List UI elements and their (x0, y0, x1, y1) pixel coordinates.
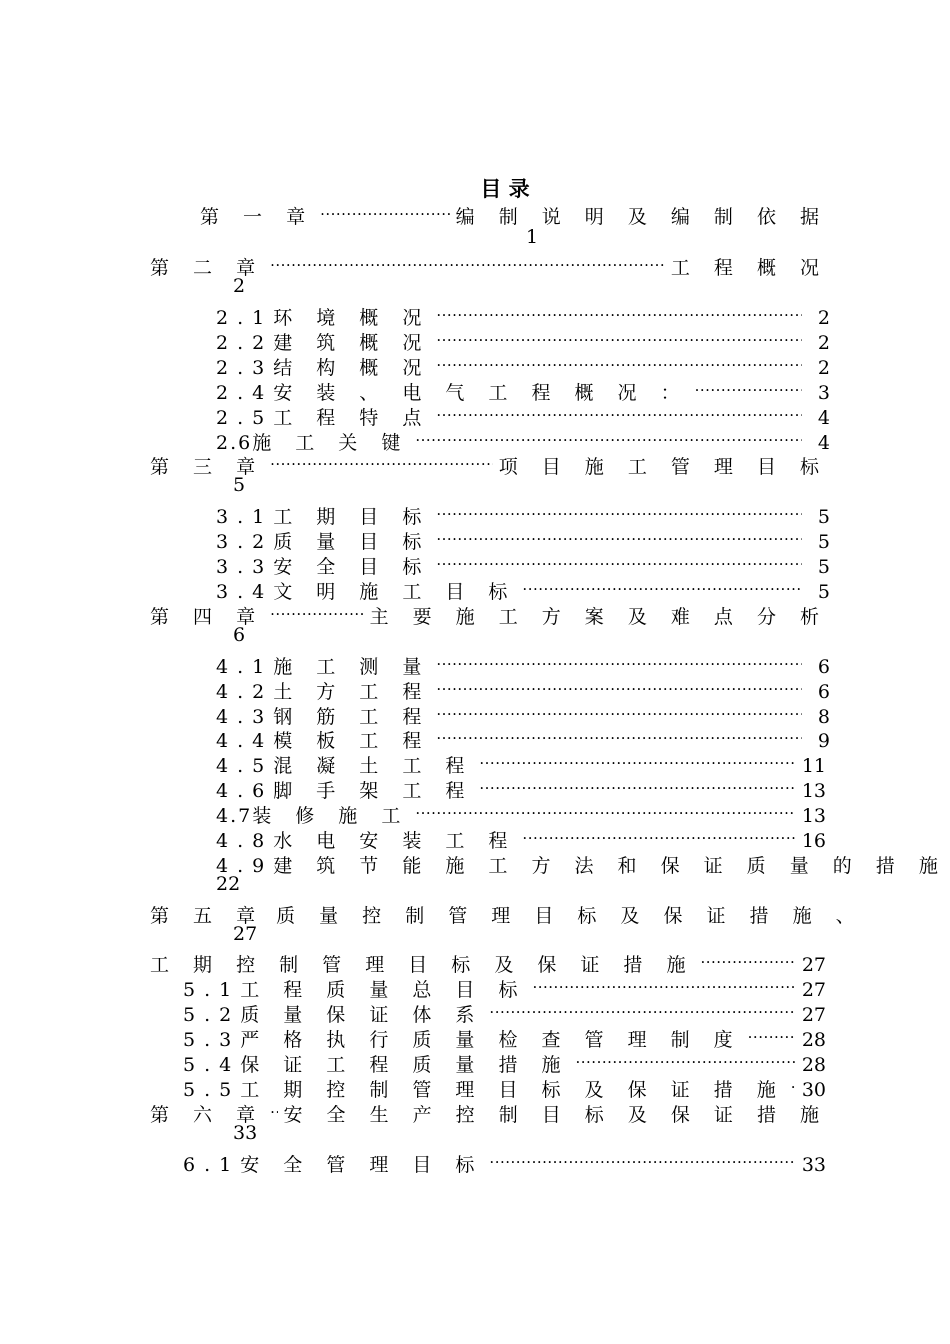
entry-number: 5.2 (183, 1004, 241, 1026)
dot-leader (270, 1096, 277, 1121)
entry-number: 5.3 (183, 1029, 241, 1051)
toc-entry-2-6[interactable] (216, 424, 830, 454)
toc-entry-4-4[interactable] (216, 722, 830, 752)
toc-entry-4-3[interactable] (216, 698, 830, 728)
entry-number: 3.4 (216, 581, 274, 603)
toc-entry-4-5[interactable] (216, 747, 826, 777)
toc-entry-2-4[interactable] (216, 374, 830, 404)
entry-page: 4 (817, 432, 830, 454)
dot-leader (270, 448, 493, 473)
entry-number: 4.8 (216, 830, 274, 852)
dot-leader (479, 747, 795, 772)
dot-leader (532, 971, 795, 996)
dot-leader (489, 1146, 795, 1171)
entry-number: 2.5 (216, 407, 274, 429)
toc-entry-3-4[interactable] (216, 573, 830, 603)
entry-page: 16 (801, 830, 826, 852)
dot-leader (320, 198, 450, 223)
entry-page: 33 (801, 1154, 826, 1176)
entry-title: 建 筑 节 能 施 工 方 法 和 保 证 质 量 的 措 施 (273, 855, 947, 877)
entry-number: 第 三 章 (150, 456, 265, 478)
entry-title: 严 格 执 行 质 量 检 查 管 理 制 度 (240, 1029, 742, 1051)
entry-title: 环 境 概 况 (273, 307, 431, 329)
toc-entry-chapter-3[interactable] (150, 448, 828, 478)
toc-entry-5-5[interactable] (183, 1071, 826, 1101)
entry-title: 建 筑 概 况 (273, 332, 431, 354)
dot-leader (436, 698, 802, 723)
dot-leader (415, 797, 795, 822)
entry-page: 28 (801, 1029, 826, 1051)
entry-page: 9 (817, 730, 830, 752)
entry-page: 27 (801, 954, 826, 976)
entry-number: 5.5 (183, 1079, 241, 1101)
toc-entry-chapter-5-cont[interactable] (150, 946, 826, 976)
entry-title: 土 方 工 程 (273, 681, 431, 703)
entry-page: 8 (817, 706, 830, 728)
entry-title: 保 证 工 程 质 量 措 施 (240, 1054, 570, 1076)
toc-entry-3-3[interactable] (216, 548, 830, 578)
entry-title: 项 目 施 工 管 理 目 标 (498, 456, 828, 478)
dot-leader (436, 673, 802, 698)
entry-number: 4.1 (216, 656, 274, 678)
dot-leader (522, 822, 795, 847)
entry-number: 第 五 章 (150, 905, 265, 927)
dot-leader (695, 374, 802, 399)
toc-entry-chapter-1[interactable] (200, 198, 828, 228)
entry-page: 27 (801, 1004, 826, 1026)
entry-title: 质 量 控 制 管 理 目 标 及 保 证 措 施 、 (276, 905, 864, 927)
entry-title: 混 凝 土 工 程 (273, 755, 474, 777)
entry-number: 2.2 (216, 332, 274, 354)
entry-page: 2 (817, 357, 830, 379)
toc-entry-4-8[interactable] (216, 822, 826, 852)
entry-title: 主 要 施 工 方 案 及 难 点 分 析 (369, 606, 828, 628)
entry-page: 5 (817, 506, 830, 528)
toc-entry-4-1[interactable] (216, 648, 830, 678)
toc-entry-4-2[interactable] (216, 673, 830, 703)
entry-number: 4.2 (216, 681, 274, 703)
toc-entry-2-2[interactable] (216, 324, 830, 354)
entry-page: 28 (801, 1054, 826, 1076)
entry-page: 6 (233, 624, 246, 646)
dot-leader (415, 424, 802, 449)
entry-page: 5 (817, 531, 830, 553)
entry-title: 工 程 概 况 (670, 257, 828, 279)
toc-entry-4-6[interactable] (216, 772, 826, 802)
entry-page: 4 (817, 407, 830, 429)
entry-title: 安 全 目 标 (273, 556, 431, 578)
entry-page: 2 (233, 275, 246, 297)
dot-leader (270, 249, 665, 274)
dot-leader (436, 299, 802, 324)
entry-page: 2 (817, 332, 830, 354)
entry-title: 脚 手 架 工 程 (273, 780, 474, 802)
entry-page: 13 (801, 805, 826, 827)
entry-page: 27 (801, 979, 826, 1001)
dot-leader (479, 772, 795, 797)
entry-title: 装 修 施 工 (252, 805, 410, 827)
entry-title: 工 期 目 标 (273, 506, 431, 528)
entry-page: 11 (801, 755, 826, 777)
entry-number: 4.5 (216, 755, 274, 777)
dot-leader (522, 573, 802, 598)
toc-entry-4-7[interactable] (216, 797, 826, 827)
entry-page: 1 (526, 226, 539, 248)
dot-leader (436, 498, 802, 523)
entry-number: 2.1 (216, 307, 274, 329)
entry-number: 6.1 (183, 1154, 241, 1176)
entry-page: 2 (817, 307, 830, 329)
dot-leader (436, 523, 802, 548)
entry-title: 质 量 保 证 体 系 (240, 1004, 484, 1026)
toc-entry-chapter-5[interactable] (150, 897, 864, 927)
toc-entry-chapter-4[interactable] (150, 598, 828, 628)
toc-entry-2-5[interactable] (216, 399, 830, 429)
dot-leader (436, 722, 802, 747)
entry-title: 安 全 生 产 控 制 目 标 及 保 证 措 施 (283, 1104, 828, 1126)
entry-page: 5 (233, 474, 246, 496)
toc-entry-2-3[interactable] (216, 349, 830, 379)
entry-title: 施 工 测 量 (273, 656, 431, 678)
toc-heading: 目 录 (480, 176, 530, 201)
entry-title: 工 程 质 量 总 目 标 (240, 979, 527, 1001)
entry-number: 第 四 章 (150, 606, 265, 628)
entry-title: 编 制 说 明 及 编 制 依 据 (455, 206, 828, 228)
entry-number: 4.9 (216, 855, 274, 877)
dot-leader (436, 324, 802, 349)
entry-title: 文 明 施 工 目 标 (273, 581, 517, 603)
toc-entry-chapter-2[interactable] (150, 249, 828, 279)
entry-page: 6 (817, 681, 830, 703)
toc-entry-5-3[interactable] (183, 1021, 826, 1051)
entry-page: 27 (233, 923, 258, 945)
dot-leader (700, 946, 795, 971)
entry-page: 22 (216, 873, 241, 895)
entry-number: 4.6 (216, 780, 274, 802)
entry-title: 水 电 安 装 工 程 (273, 830, 517, 852)
entry-number: 2.4 (216, 382, 274, 404)
dot-leader (489, 996, 795, 1021)
entry-title: 工 程 特 点 (273, 407, 431, 429)
entry-page: 33 (233, 1122, 258, 1144)
toc-entry-3-1[interactable] (216, 498, 830, 528)
entry-number: 4.7 (216, 805, 253, 827)
entry-title: 模 板 工 程 (273, 730, 431, 752)
toc-entry-chapter-6[interactable] (150, 1096, 828, 1126)
entry-number: 4.4 (216, 730, 274, 752)
toc-entry-5-2[interactable] (183, 996, 826, 1026)
toc-entry-2-1[interactable] (216, 299, 830, 329)
entry-number: 5.4 (183, 1054, 241, 1076)
entry-number: 3.2 (216, 531, 274, 553)
dot-leader (576, 1046, 796, 1071)
entry-title: 安 全 管 理 目 标 (240, 1154, 484, 1176)
dot-leader (270, 598, 364, 623)
dot-leader (436, 399, 802, 424)
dot-leader (748, 1021, 796, 1046)
dot-leader (791, 1071, 796, 1096)
toc-entry-6-1[interactable] (183, 1146, 826, 1176)
toc-entry-3-2[interactable] (216, 523, 830, 553)
entry-number: 第 二 章 (150, 257, 265, 279)
entry-page: 5 (817, 581, 830, 603)
entry-title: 工 期 控 制 管 理 目 标 及 保 证 措 施 (240, 1079, 785, 1101)
dot-leader (436, 349, 802, 374)
entry-number: 3.1 (216, 506, 274, 528)
entry-title: 安 装 、 电 气 工 程 概 况 ： (273, 382, 689, 404)
toc-entry-5-4[interactable] (183, 1046, 826, 1076)
dot-leader (436, 648, 802, 673)
dot-leader (436, 548, 802, 573)
entry-title: 结 构 概 况 (273, 357, 431, 379)
entry-number: 第 一 章 (200, 206, 315, 228)
entry-title: 质 量 目 标 (273, 531, 431, 553)
entry-page: 13 (801, 780, 826, 802)
entry-title: 施 工 关 键 (252, 432, 410, 454)
entry-number: 2.6 (216, 432, 253, 454)
toc-entry-5-1[interactable] (183, 971, 826, 1001)
entry-number: 3.3 (216, 556, 274, 578)
entry-page: 3 (817, 382, 830, 404)
entry-page: 5 (817, 556, 830, 578)
entry-number: 第 六 章 (150, 1104, 265, 1126)
entry-title: 工 期 控 制 管 理 目 标 及 保 证 措 施 (150, 954, 695, 976)
entry-title: 钢 筋 工 程 (273, 706, 431, 728)
entry-number: 2.3 (216, 357, 274, 379)
entry-page: 30 (801, 1079, 826, 1101)
entry-page: 6 (817, 656, 830, 678)
entry-number: 4.3 (216, 706, 274, 728)
entry-number: 5.1 (183, 979, 241, 1001)
toc-entry-4-9[interactable] (216, 847, 947, 877)
